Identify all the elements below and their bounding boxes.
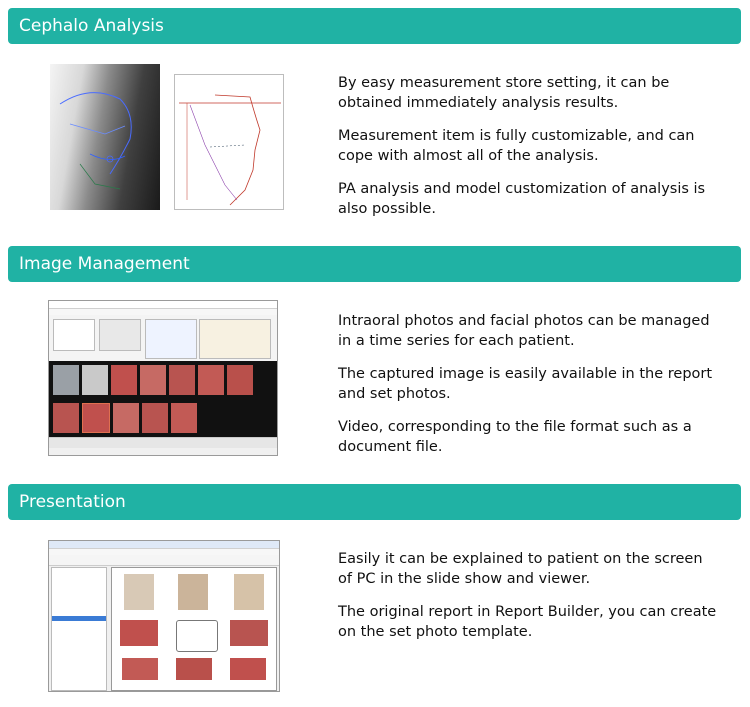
section-header-presentation: Presentation <box>8 484 741 520</box>
image-management-paragraph-1: Intraoral photos and facial photos can be managed in a time series for each patient. <box>338 313 710 349</box>
presentation-paragraph-2: The original report in Report Builder, you can create on the set photo template. <box>338 604 717 640</box>
cephalo-paragraph-1: By easy measurement store setting, it can be obtained immediately analysis results. <box>338 75 670 111</box>
image-management-paragraph-2: The captured image is easily available in the report and set photos. <box>338 366 713 402</box>
cephalo-tracing-image <box>174 74 284 210</box>
image-management-screenshot <box>48 300 278 456</box>
presentation-screenshot <box>48 540 280 692</box>
cephalo-paragraph-3: PA analysis and model customization of analysis is also possible. <box>338 181 706 217</box>
section-header-image-management: Image Management <box>8 246 741 282</box>
cephalo-paragraph-2: Measurement item is fully customizable, and can cope with almost all of the analysis. <box>338 128 695 164</box>
section-header-cephalo-analysis: Cephalo Analysis <box>8 8 741 44</box>
cephalo-xray-image <box>50 64 160 210</box>
presentation-paragraph-1: Easily it can be explained to patient on the screen of PC in the slide show and viewer. <box>338 551 703 587</box>
image-management-paragraph-3: Video, corresponding to the file format such as a document file. <box>338 419 692 455</box>
